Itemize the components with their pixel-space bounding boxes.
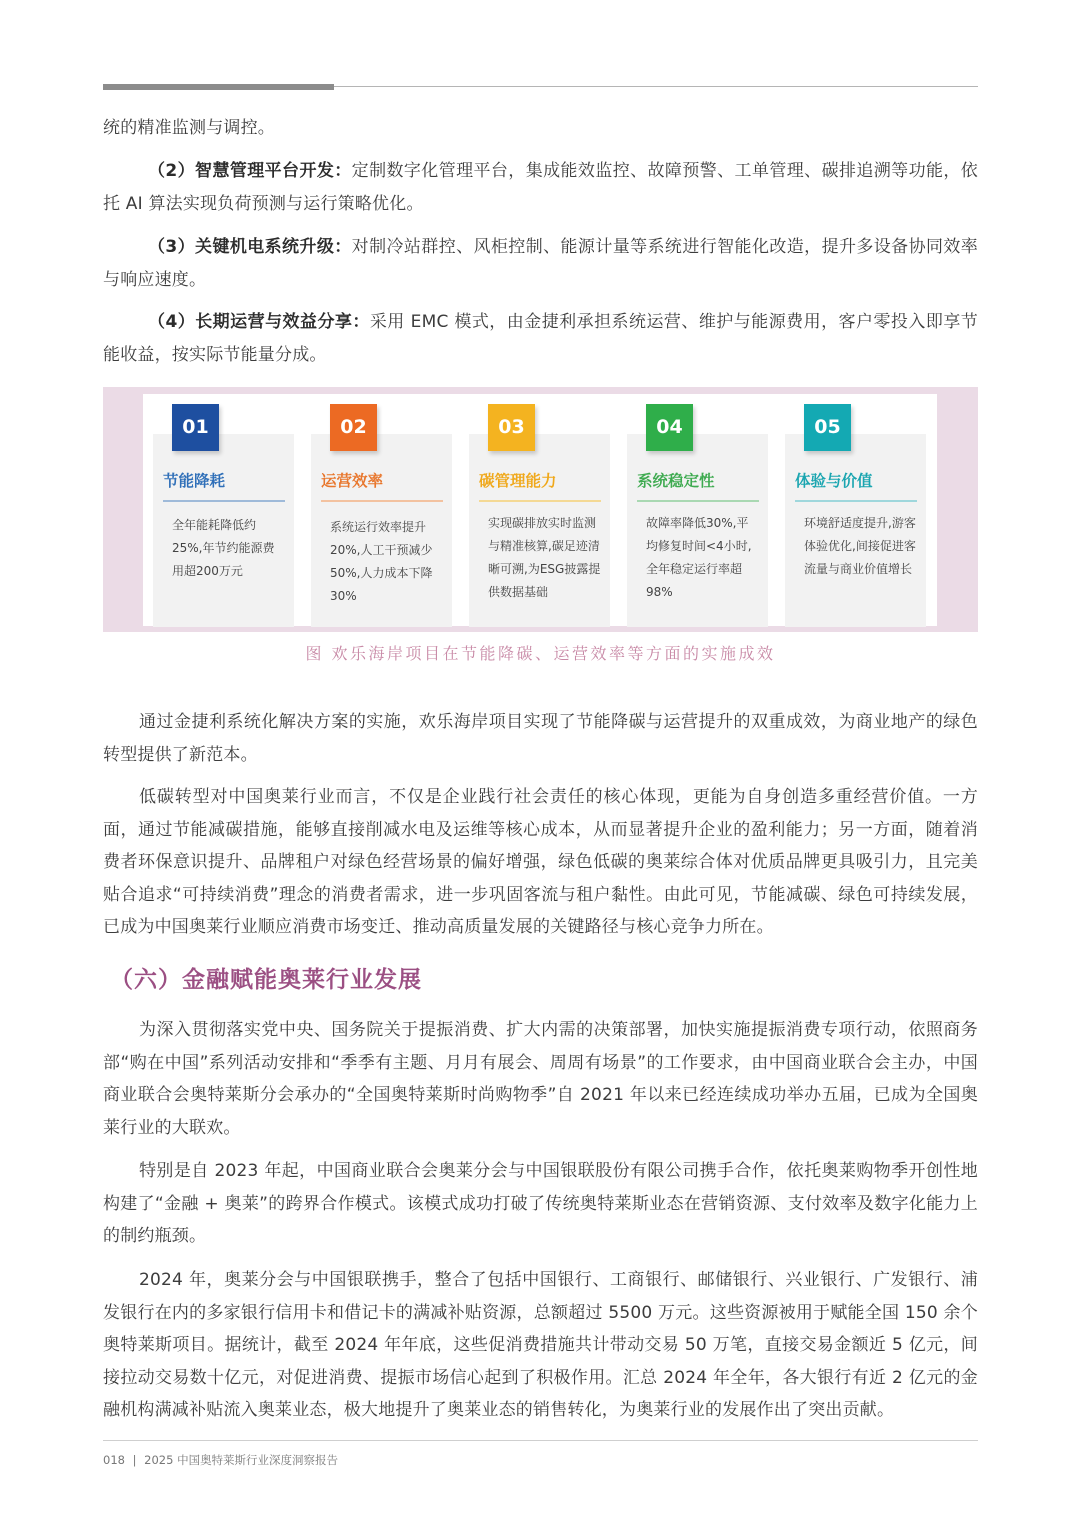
- card-text: 环境舒适度提升,游客体验优化,间接促进客流量与商业价值增长: [804, 516, 916, 576]
- card-divider: [321, 500, 443, 502]
- card-title: 体验与价值: [795, 472, 873, 490]
- card-divider: [479, 500, 601, 502]
- page-footer: [103, 1452, 338, 1468]
- result-card-3: [469, 416, 610, 627]
- card-number-badge: 05: [804, 404, 851, 451]
- footer-rule: [103, 1440, 978, 1441]
- card-divider: [163, 500, 285, 502]
- result-card-5: [785, 416, 926, 627]
- result-card-2: [311, 416, 452, 627]
- paragraph-low-carbon: 低碳转型对中国奥莱行业而言，不仅是企业践行社会责任的核心体现，更能为自身创造多重经营价值。一方面，通过节能减碳措施，能够直接削减水电及运维等核心成本，从而显著提升企业的盈利能力；另一方面，随着消费者环保意识提升、品牌租户对绿色经营场景的偏好增强，绿色低碳的奥莱综合体对优质品牌更具吸引力，且完美贴合追求“可持续消费”理念的消费者需求，进一步巩固客流与租户黏性。由此可见，节能减碳、绿色可持续发展，已成为中国奥莱行业顺应消费市场变迁、推动高质量发展的关键路径与核心竞争力所在。: [103, 787, 978, 937]
- header-rule-light: [334, 86, 978, 87]
- list-item-4-label: （4）长期运营与效益分享：: [148, 312, 370, 332]
- section-heading: （六）金融赋能奥莱行业发展: [110, 967, 422, 993]
- card-text: 系统运行效率提升20%,人工干预减少50%,人力成本下降30%: [330, 520, 433, 603]
- list-item-2: [103, 155, 978, 220]
- card-title: 系统稳定性: [637, 472, 715, 490]
- card-text: 实现碳排放实时监测与精准核算,碳足迹清晰可溯,为ESG披露提供数据基础: [488, 516, 601, 599]
- paragraph-finance-outlet: 特别是自 2023 年起，中国商业联合会奥莱分会与中国银联股份有限公司携手合作，依托奥莱购物季开创性地构建了“金融 + 奥莱”的跨界合作模式。该模式成功打破了传统奥特莱斯业态在营销资源、支付效率及数字化能力上的制约瓶颈。: [103, 1161, 978, 1246]
- list-item-4: [103, 306, 978, 371]
- card-number-badge: 01: [172, 404, 219, 451]
- result-card-1: [153, 416, 294, 627]
- header-rule-dark: [103, 84, 334, 90]
- list-item-3: [103, 231, 978, 296]
- paragraph-summary: 通过金捷利系统化解决方案的实施，欢乐海岸项目实现了节能降碳与运营提升的双重成效，为商业地产的绿色转型提供了新范本。: [103, 712, 978, 765]
- paragraph-shopping-season: 为深入贯彻落实党中央、国务院关于提振消费、扩大内需的决策部署，加快实施提振消费专项行动，依照商务部“购在中国”系列活动安排和“季季有主题、月月有展会、周周有场景”的工作要求，由中国商业联合会主办，中国商业联合会奥特莱斯分会承办的“全国奥特莱斯时尚购物季”自 2021 年以来已经连续成功举办五届，已成为全国奥莱行业的大联欢。: [103, 1020, 978, 1138]
- card-number-badge: 02: [330, 404, 377, 451]
- report-title: 2025 中国奥特莱斯行业深度洞察报告: [144, 1453, 339, 1467]
- card-title: 碳管理能力: [479, 472, 557, 490]
- results-figure: [103, 387, 978, 632]
- list-item-3-text: 对制冷站群控、风柜控制、能源计量等系统进行智能化改造，提升多设备协同效率与响应速度。: [103, 237, 978, 290]
- result-card-4: [627, 416, 768, 627]
- results-figure-panel: [143, 394, 937, 626]
- card-text: 全年能耗降低约25%,年节约能源费用超200万元: [172, 518, 275, 578]
- card-number-badge: 03: [488, 404, 535, 451]
- card-title: 运营效率: [321, 472, 384, 490]
- list-item-2-text: 定制数字化管理平台，集成能效监控、故障预警、工单管理、碳排追溯等功能，依托 AI 算法实现负荷预测与运行策略优化。: [103, 161, 978, 214]
- card-number-badge: 04: [646, 404, 693, 451]
- footer-separator: |: [132, 1453, 137, 1467]
- header-rule: [103, 84, 978, 90]
- card-title: 节能降耗: [163, 472, 226, 490]
- paragraph-continued: 统的精准监测与调控。: [103, 118, 275, 138]
- page-number: 018: [103, 1453, 125, 1467]
- figure-caption: 图 欢乐海岸项目在节能降碳、运营效率等方面的实施成效: [305, 644, 776, 663]
- card-divider: [795, 500, 917, 502]
- list-item-3-label: （3）关键机电系统升级：: [148, 237, 352, 257]
- card-text: 故障率降低30%,平均修复时间<4小时,全年稳定运行率超98%: [646, 516, 752, 599]
- paragraph-2024-results: 2024 年，奥莱分会与中国银联携手，整合了包括中国银行、工商银行、邮储银行、兴业银行、广发银行、浦发银行在内的多家银行信用卡和借记卡的满减补贴资源，总额超过 5500 万元。这些资源被用于赋能全国 150 余个奥特莱斯项目。据统计，截至 2024 年年底，这些促消费措施共计带动交易 50 万笔，直接交易金额近 5 亿元，间接拉动交易数十亿元，对促进消费、提振市场信心起到了积极作用。汇总 2024 年全年，各大银行有近 2 亿元的金融机构满减补贴流入奥莱业态，极大地提升了奥莱业态的销售转化，为奥莱行业的发展作出了突出贡献。: [103, 1270, 978, 1420]
- list-item-2-label: （2）智慧管理平台开发：: [148, 161, 352, 181]
- list-item-4-text: 采用 EMC 模式，由金捷利承担系统运营、维护与能源费用，客户零投入即享节能收益，按实际节能量分成。: [103, 312, 978, 365]
- card-divider: [637, 500, 759, 502]
